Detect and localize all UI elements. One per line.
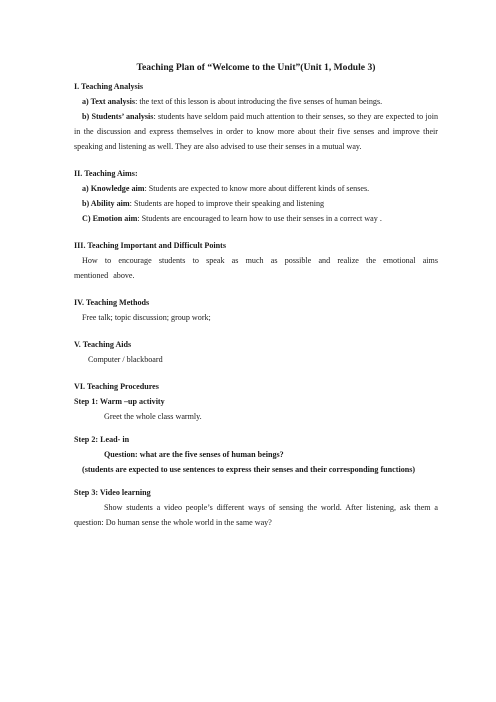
section-teaching-procedures — [74, 379, 438, 530]
body-text: Greet the whole class warmly. — [104, 412, 202, 421]
body-text: Free talk; topic discussion; group work; — [82, 313, 211, 322]
label: a) Knowledge aim — [82, 184, 145, 193]
section-teaching-aids — [74, 337, 438, 367]
text-analysis-paragraph — [74, 94, 438, 109]
document-title: Teaching Plan of “Welcome to the Unit”(Unit 1, Module 3) — [136, 62, 376, 73]
lead-in-question: Question: what are the five senses of human beings? — [104, 450, 284, 459]
label: b) Students’ analysis — [82, 112, 154, 121]
section-heading: I. Teaching Analysis — [74, 82, 144, 91]
body-text: : Students are encouraged to learn how to use their senses in a correct way . — [137, 214, 382, 223]
step-heading: Step 3: Video learning — [74, 488, 151, 497]
section-heading: III. Teaching Important and Difficult Points — [74, 241, 227, 250]
section-heading: IV. Teaching Methods — [74, 298, 150, 307]
section-heading: VI. Teaching Procedures — [74, 382, 159, 391]
body-text: Computer / blackboard — [88, 355, 163, 364]
label: C) Emotion aim — [82, 214, 138, 223]
body-text: Show students a video people’s different ways of sensing the world. After listening, ask them a question: Do human sense the whole world in the same way? — [74, 503, 438, 527]
step-heading: Step 1: Warm –up activity — [74, 397, 165, 406]
body-text: : the text of this lesson is about introducing the five senses of human beings. — [135, 97, 383, 106]
body-text: How to encourage students to speak as much as possible and realize the emotional aims mentioned above. — [74, 256, 438, 280]
section-heading: V. Teaching Aids — [74, 340, 132, 349]
body-text: : students have seldom paid much attention to their senses, so they are expected to join in the discussion and express themselves in order to know more about their five senses and improve their speaking and listening as well. They are also advised to use their senses in a mutual way. — [74, 112, 438, 151]
section-heading: II. Teaching Aims: — [74, 169, 138, 178]
step-heading: Step 2: Lead- in — [74, 435, 130, 444]
body-text: : Students are hoped to improve their speaking and listening — [129, 199, 325, 208]
section-teaching-analysis — [74, 79, 438, 154]
ability-aim — [74, 196, 438, 211]
section-teaching-methods — [74, 295, 438, 325]
lead-in-note: (students are expected to use sentences to express their senses and their corresponding functions) — [82, 465, 416, 474]
emotion-aim — [74, 211, 438, 226]
section-teaching-aims — [74, 166, 438, 226]
label: a) Text analysis — [82, 97, 136, 106]
section-important-points — [74, 238, 438, 283]
label: b) Ability aim — [82, 199, 130, 208]
body-text: : Students are expected to know more about different kinds of senses. — [144, 184, 370, 193]
students-analysis-paragraph — [74, 109, 438, 154]
knowledge-aim — [74, 181, 438, 196]
